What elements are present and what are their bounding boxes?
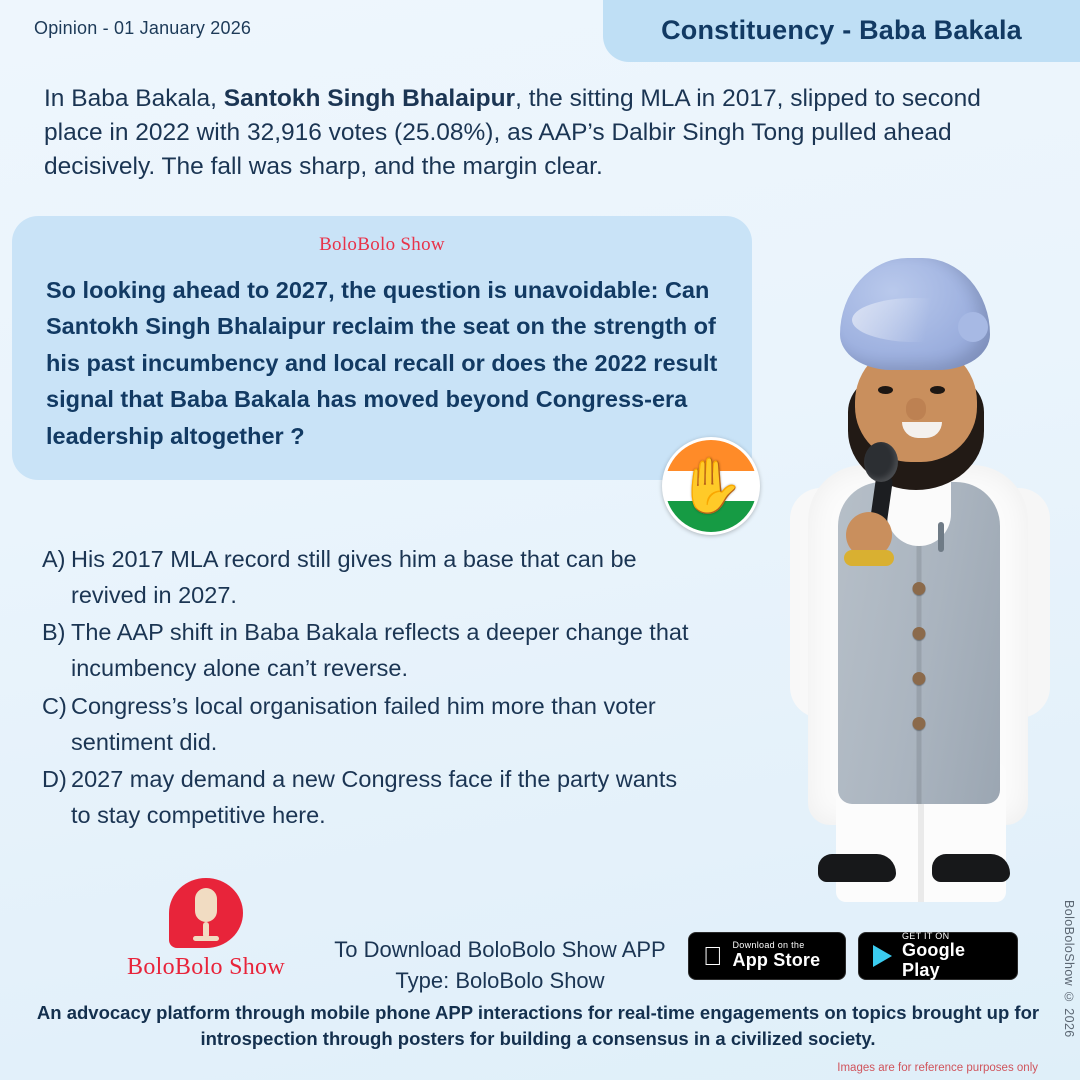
option-item-b[interactable] — [42, 615, 692, 686]
google-play-big-label: Google Play — [902, 940, 966, 980]
constituency-label: Constituency - Baba Bakala — [661, 14, 1022, 45]
brand-mic-icon — [195, 888, 217, 922]
brand-name-label: BoloBolo Show — [127, 954, 285, 980]
nose — [906, 398, 926, 420]
option-item-c[interactable] — [42, 689, 692, 760]
reference-note: Images are for reference purposes only — [837, 1062, 1038, 1074]
vest-button-2 — [913, 627, 926, 640]
option-item-d[interactable] — [42, 762, 692, 833]
option-key-b: B) — [42, 619, 66, 646]
option-text-d: 2027 may demand a new Congress face if the party wants to stay competitive here. — [71, 766, 678, 829]
option-key-c: C) — [42, 692, 67, 719]
intro-highlight-name: Santokh Singh Bhalaipur — [223, 85, 516, 112]
microphone-icon — [864, 442, 898, 482]
options-list — [42, 542, 692, 836]
app-store-big-label: App Store — [713, 950, 801, 971]
google-play-icon — [873, 945, 892, 967]
congress-party-logo-icon — [662, 437, 760, 535]
google-play-badge[interactable] — [858, 932, 1018, 980]
option-text-c: Congress’s local organisation failed him more than voter sentiment did. — [71, 692, 656, 755]
app-store-small-label: Download on the — [713, 940, 786, 951]
platform-tagline: An advocacy platform through mobile phone APP interactions for real-time engagements on topics brought up for introspection through posters for building a consensus in a civilized society. — [36, 1002, 1040, 1050]
apple-icon — [703, 943, 723, 969]
politician-illustration — [760, 250, 1080, 900]
google-play-small-label: GET IT ON — [902, 930, 950, 941]
option-key-d: D) — [42, 766, 67, 793]
vest-button-3 — [913, 672, 926, 685]
speech-bubble-icon — [169, 878, 243, 948]
constituency-banner — [603, 0, 1080, 62]
app-store-labels — [713, 940, 821, 971]
intro-part2: , the sitting MLA in 2017, slipped to second place in 2022 with 32,916 votes (25.08%), as AAP’s Dalbir Singh Tong pulled ahead decisively. The fall was sharp, and the margin clear. — [44, 85, 981, 180]
question-card — [12, 216, 752, 480]
download-line-2: Type: BoloBolo Show — [395, 967, 605, 993]
option-text-a: His 2017 MLA record still gives him a base that can be revived in 2027. — [71, 546, 637, 608]
turban-knot — [958, 312, 988, 342]
copyright-credit: BoloBoloShow © 2026 — [1062, 900, 1076, 1038]
intro-part1: In Baba Bakala, — [44, 85, 224, 112]
right-eye — [930, 386, 945, 394]
left-eye — [878, 386, 893, 394]
right-shoe — [932, 854, 1010, 882]
question-text: So looking ahead to 2027, the question is unavoidable: Can Santokh Singh Bhalaipur reclaim the seat on the strength of his past incumbency and local recall or does the 2022 result signal that Baba Bakala has moved beyond Congress-era leadership altogether ? — [46, 277, 718, 449]
download-instructions — [320, 935, 680, 997]
open-hand-icon: ✋ — [677, 456, 745, 516]
vest-button-1 — [913, 582, 926, 595]
wrist-watch-icon — [844, 550, 894, 566]
opinion-date: Opinion - 01 January 2026 — [34, 18, 252, 38]
app-store-badge[interactable] — [688, 932, 846, 980]
download-line-1: To Download BoloBolo Show APP — [334, 937, 666, 962]
vest-button-4 — [913, 717, 926, 730]
left-shoe — [818, 854, 896, 882]
google-play-labels — [902, 932, 1003, 981]
brand-mic-base — [193, 936, 219, 941]
option-item-a[interactable] — [42, 542, 692, 613]
option-key-a: A) — [42, 546, 66, 572]
pocket-pen-icon — [938, 522, 944, 552]
option-text-b: The AAP shift in Baba Bakala reflects a deeper change that incumbency alone can’t reverse. — [71, 619, 689, 682]
intro-paragraph — [44, 82, 1044, 183]
card-brand-label: BoloBolo Show — [319, 234, 445, 255]
bolobolo-brand-logo — [96, 878, 316, 981]
